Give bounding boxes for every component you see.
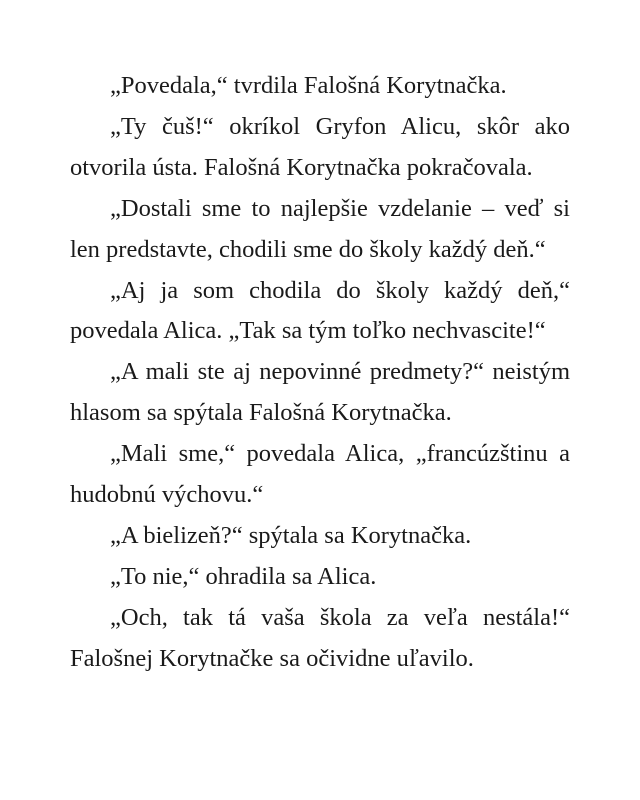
paragraph-5: „A mali ste aj nepovinné predmety?“ neistým hlasom sa spýtala Falošná Korytnačka. [70,358,570,427]
paragraph-4: „Aj ja som chodila do školy každý deň,“ povedala Alica. „Tak sa tým toľko nechvascite!“ [70,276,570,345]
paragraph-3: „Dostali sme to najlepšie vzdelanie – veď si len predstavte, chodili sme do školy každý deň.“ [70,194,570,263]
paragraph-9: „Och, tak tá vaša škola za veľa nestála!“ Falošnej Korytnačke sa očividne uľavilo. [70,603,570,672]
paragraph-7: „A bielizeň?“ spýtala sa Korytnačka. [110,521,472,549]
paragraph-8: „To nie,“ ohradila sa Alica. [110,562,377,590]
paragraph-6: „Mali sme,“ povedala Alica, „francúzštinu a hudobnú výchovu.“ [70,440,570,509]
body-text [70,66,570,680]
paragraph-1: „Povedala,“ tvrdila Falošná Korytnačka. [110,72,507,99]
paragraph-2: „Ty čuš!“ okríkol Gryfon Alicu, skôr ako otvorila ústa. Falošná Korytnačka pokračovala. [70,112,570,181]
